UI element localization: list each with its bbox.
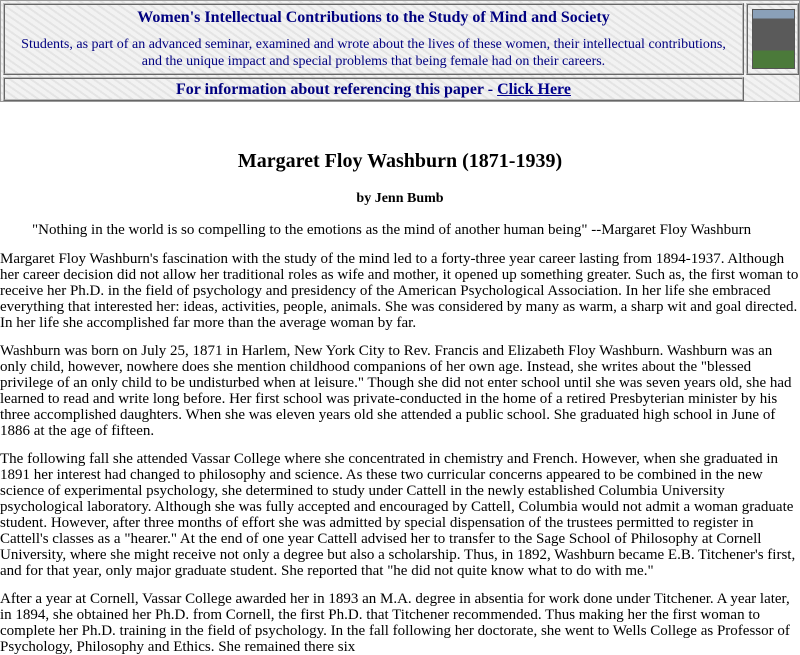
paragraph: Washburn was born on July 25, 1871 in Harlem, New York City to Rev. Francis and Elizabeth Floy Washburn. Washburn was an only child, however, nowhere does she mention childhood companions of her own age. Instead, she writes about the "blessed privilege of an only child to be undisturbed when at leisure." Though she did not enter school until she was seven years old, she had learned to read and write long before. Her first school was private-conducted in the home of a retired Presbyterian minister by his three accomplished daughters. When she was eleven years old she attended a public school. She graduated high school in June of 1886 at the age of fifteen. [0,343,792,439]
article-title: Margaret Floy Washburn (1871-1939) [237,150,563,172]
site-title: Women's Intellectual Contributions to the Study of Mind and Society [137,9,610,26]
paragraph: The following fall she attended Vassar College where she concentrated in chemistry and French. However, when she graduated in 1891 her interest had changed to philosophy and science. As these two curricular concerns appeared to be combined in the new science of experimental psychology, she determined to study under Cattell in the newly established Columbia University psychological laboratory. Although she was fully accepted and encouraged by Cattell, Columbia would not admit a woman graduate student. However, after three months of effort she was admitted by special dispensation of the trustees permitted to register in Cattell's classes as a "hearer." At the end of one year Cattell advised her to transfer to the Sage School of Philosophy at Cornell University, where she might receive not only a degree but also a scholarship. Thus, in 1892, Washburn became E.B. Titchener's first, and for that year, only major graduate student. She reported that "he did not quite know what to do with me." [0,451,796,579]
header-photo-cell [746,3,799,75]
click-here-link[interactable]: Click Here [497,81,571,98]
quote: "Nothing in the world is so compelling to the emotions as the mind of another human being" --Margaret Floy Washburn [32,222,752,238]
byline: by Jenn Bumb [356,191,444,206]
paragraph: Margaret Floy Washburn's fascination with the study of the mind led to a forty-three year career lasting from 1894-1937. Although her career decision did not allow her traditional roles as wife and mother, it opened up something greater. Such as, the first woman to receive her Ph.D. in the field of psychology and presidency of the American Psychological Association. In her life she embraced everything that interested her: ideas, activities, people, animals. She was considered by many as warm, a sharp wit and goal directed. In her life she accomplished far more than the average woman by far. [0,251,799,331]
header-table [0,0,800,102]
reference-text: For information about referencing this paper - [176,81,498,98]
header-intro-cell [3,3,744,75]
article [0,150,800,655]
paragraph: After a year at Cornell, Vassar College awarded her in 1893 an M.A. degree in absentia for work done under Titchener. A year later, in 1894, she obtained her Ph.D. from Cornell, the first Ph.D. that Titchener recommended. Thus making her the first woman to complete her Ph.D. training in the field of psychology. In the fall following her doctorate, she went to Wells College as Professor of Psychology, Philosophy and Ethics. She remained there six [0,591,790,655]
campus-building-image [752,9,795,69]
site-description: Students, as part of an advanced seminar, examined and wrote about the lives of these women, their intellectual contributions, and the unique impact and special problems that being female had on their careers. [21,37,726,69]
reference-cell [3,77,744,101]
